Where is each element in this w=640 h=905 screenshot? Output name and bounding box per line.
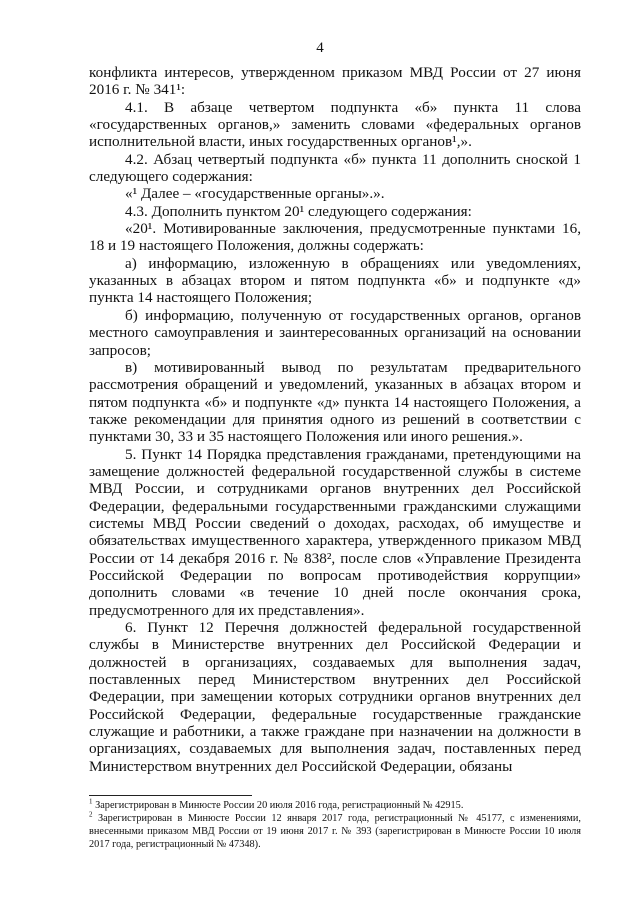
paragraph-item-b: б) информацию, полученную от государственных органов, органов местного самоуправления и заинтересованных организаций на основании запросов;	[89, 306, 581, 359]
footnote-1	[89, 799, 581, 812]
document-body	[89, 64, 581, 775]
paragraph-footnote-text: «¹ Далее – «государственные органы».».	[125, 185, 385, 203]
paragraph-4-2: 4.2. Абзац четвертый подпункта «б» пункта 11 дополнить сноской 1 следующего содержания:	[89, 150, 581, 186]
footnotes	[89, 799, 581, 851]
paragraph-4-3: 4.3. Дополнить пунктом 20¹ следующего содержания:	[125, 202, 472, 220]
paragraph-6: 6. Пункт 12 Перечня должностей федеральной государственной службы в Министерстве внутренних дел Российской Федерации и должностей в организациях, создаваемых для выполнения задач, поставленных перед Министерством внутренних дел Российской Федерации, при замещении которых сотрудники органов внутренних дел Российской Федерации, федеральные государственные гражданские служащие и работники, а также граждане при назначении на должности в организациях, создаваемых для выполнения задач, поставленных перед Министерством внутренних дел Российской Федерации, обязаны	[89, 619, 581, 775]
paragraph-4-1: 4.1. В абзаце четвертом подпункта «б» пункта 11 слова «государственных органов,» заменить словами «федеральных органов исполнительной власти, иных государственных органов¹,».	[89, 98, 581, 151]
footnote-2-mark: 2	[89, 810, 93, 819]
footnote-2-text: Зарегистрирован в Минюсте России 12 января 2017 года, регистрационный № 45177, с изменениями, внесенными приказом МВД России от 19 июня 2017 г. № 393 (зарегистрирован в Минюсте России 10 июля 2017 года, регистрационный № 47348).	[89, 813, 581, 850]
footnote-1-text: Зарегистрирован в Минюсте России 20 июля 2016 года, регистрационный № 42915.	[92, 800, 464, 811]
paragraph-item-a: а) информацию, изложенную в обращениях или уведомлениях, указанных в абзацах втором и пятом подпункта «б» и подпункте «д» пункта 14 настоящего Положения;	[89, 254, 581, 307]
paragraph-0: конфликта интересов, утвержденном приказом МВД России от 27 июня 2016 г. № 341¹:	[89, 64, 581, 99]
footnote-separator	[89, 795, 252, 796]
page-number: 4	[316, 40, 324, 56]
footnote-1-mark: 1	[89, 797, 93, 806]
paragraph-20-1: «20¹. Мотивированные заключения, предусмотренные пунктами 16, 18 и 19 настоящего Положения, должны содержать:	[89, 220, 581, 255]
footnote-2	[89, 812, 581, 851]
paragraph-5: 5. Пункт 14 Порядка представления гражданами, претендующими на замещение должностей федеральной государственной службы в системе МВД России, и сотрудниками органов внутренних дел Российской Федерации, федеральными государственными гражданскими служащими системы МВД России сведений о доходах, расходах, об имуществе и обязательствах имущественного характера, утвержденного приказом МВД России от 14 декабря 2016 г. № 838², после слов «Управление Президента Российской Федерации по вопросам противодействия коррупции» дополнить словами «в течение 10 дней после окончания срока, предусмотренного для их представления».	[89, 445, 581, 619]
paragraph-item-v: в) мотивированный вывод по результатам предварительного рассмотрения обращений и уведомлений, указанных в абзацах втором и пятом подпункта «б» и подпункте «д» пункта 14 настоящего Положения, а также рекомендации для принятия одного из решений в соответствии с пунктами 30, 33 и 35 настоящего Положения или иного решения.».	[89, 358, 581, 446]
